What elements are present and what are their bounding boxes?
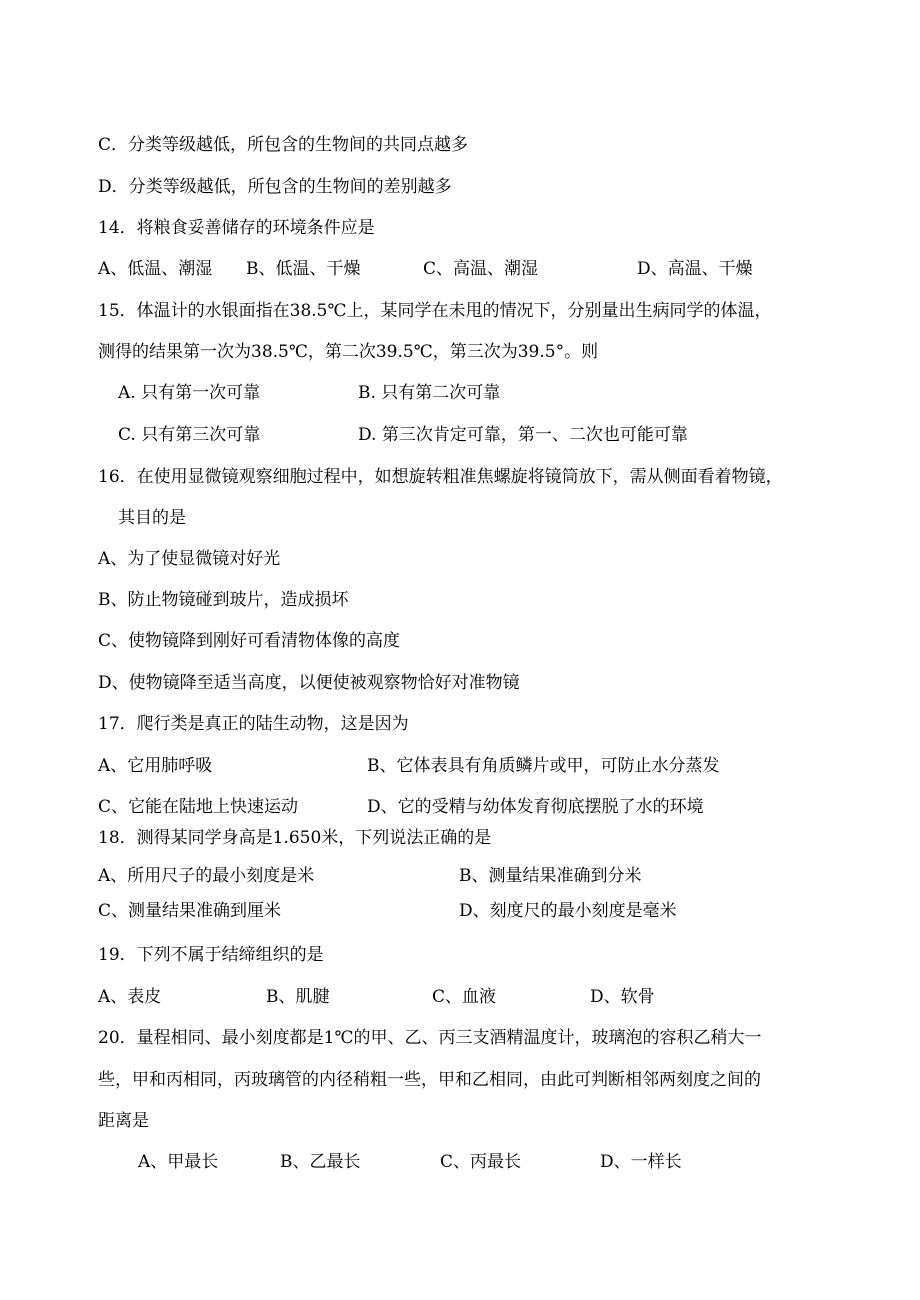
q16-option-c: C、使物镜降到刚好可看清物体像的高度 <box>98 631 401 651</box>
q20-option-b: B、乙最长 <box>280 1152 361 1172</box>
q16-option-b: B、防止物镜碰到玻片，造成损坏 <box>98 590 349 610</box>
q16-option-a: A、为了使显微镜对好光 <box>98 549 281 569</box>
q14-stem: 14．将粮食妥善储存的环境条件应是 <box>98 218 375 238</box>
q15-option-a: A. 只有第一次可靠 <box>118 383 261 403</box>
q19-option-c: C、血液 <box>432 987 497 1007</box>
q17-option-c: C、它能在陆地上快速运动 <box>98 797 299 817</box>
q15-option-c: C. 只有第三次可靠 <box>118 425 261 445</box>
q20-option-a: A、甲最长 <box>138 1152 219 1172</box>
q20-stem-line1: 20．量程相同、最小刻度都是1℃的甲、乙、丙三支酒精温度计，玻璃泡的容积乙稍大一 <box>98 1028 762 1048</box>
q16-stem-line1: 16．在使用显微镜观察细胞过程中，如想旋转粗准焦螺旋将镜筒放下，需从侧面看着物镜， <box>98 467 783 487</box>
q19-option-a: A、表皮 <box>98 987 162 1007</box>
q18-option-d: D、刻度尺的最小刻度是毫米 <box>459 901 677 921</box>
q13-option-c: C．分类等级越低，所包含的生物间的共同点越多 <box>98 135 469 155</box>
q20-stem-line3: 距离是 <box>98 1111 149 1131</box>
q19-option-b: B、肌腱 <box>266 987 330 1007</box>
q19-stem: 19．下列不属于结缔组织的是 <box>98 945 324 965</box>
q20-option-d: D、一样长 <box>600 1152 682 1172</box>
q18-stem: 18．测得某同学身高是1.650米，下列说法正确的是 <box>98 828 492 848</box>
q16-option-d: D、使物镜降至适当高度，以便使被观察物恰好对准物镜 <box>98 673 520 693</box>
q14-option-d: D、高温、干燥 <box>637 259 753 279</box>
q17-option-a: A、它用肺呼吸 <box>98 756 213 776</box>
q15-stem-line1: 15．体温计的水银面指在38.5℃上，某同学在未甩的情况下，分别量出生病同学的体温， <box>98 301 772 321</box>
q18-option-c: C、测量结果准确到厘米 <box>98 901 282 921</box>
q18-option-a: A、所用尺子的最小刻度是米 <box>98 866 315 886</box>
q13-option-d: D．分类等级越低，所包含的生物间的差别越多 <box>98 177 452 197</box>
q14-option-c: C、高温、潮湿 <box>423 259 539 279</box>
q19-option-d: D、软骨 <box>590 987 655 1007</box>
q20-option-c: C、丙最长 <box>440 1152 522 1172</box>
q15-option-d: D. 第三次肯定可靠，第一、二次也可能可靠 <box>358 425 688 445</box>
q17-option-d: D、它的受精与幼体发育彻底摆脱了水的环境 <box>367 797 704 817</box>
q15-stem-line2: 测得的结果第一次为38.5℃，第二次39.5℃，第三次为39.5°。则 <box>98 342 599 362</box>
q15-option-b: B. 只有第二次可靠 <box>358 383 501 403</box>
q18-option-b: B、测量结果准确到分米 <box>459 866 642 886</box>
q17-option-b: B、它体表具有角质鳞片或甲，可防止水分蒸发 <box>367 756 720 776</box>
q20-stem-line2: 些，甲和丙相同，丙玻璃管的内径稍粗一些，甲和乙相同，由此可判断相邻两刻度之间的 <box>98 1070 761 1090</box>
q16-stem-line2: 其目的是 <box>118 508 186 528</box>
q14-option-b: B、低温、干燥 <box>246 259 361 279</box>
q14-option-a: A、低温、潮湿 <box>98 259 213 279</box>
q17-stem: 17．爬行类是真正的陆生动物，这是因为 <box>98 714 409 734</box>
